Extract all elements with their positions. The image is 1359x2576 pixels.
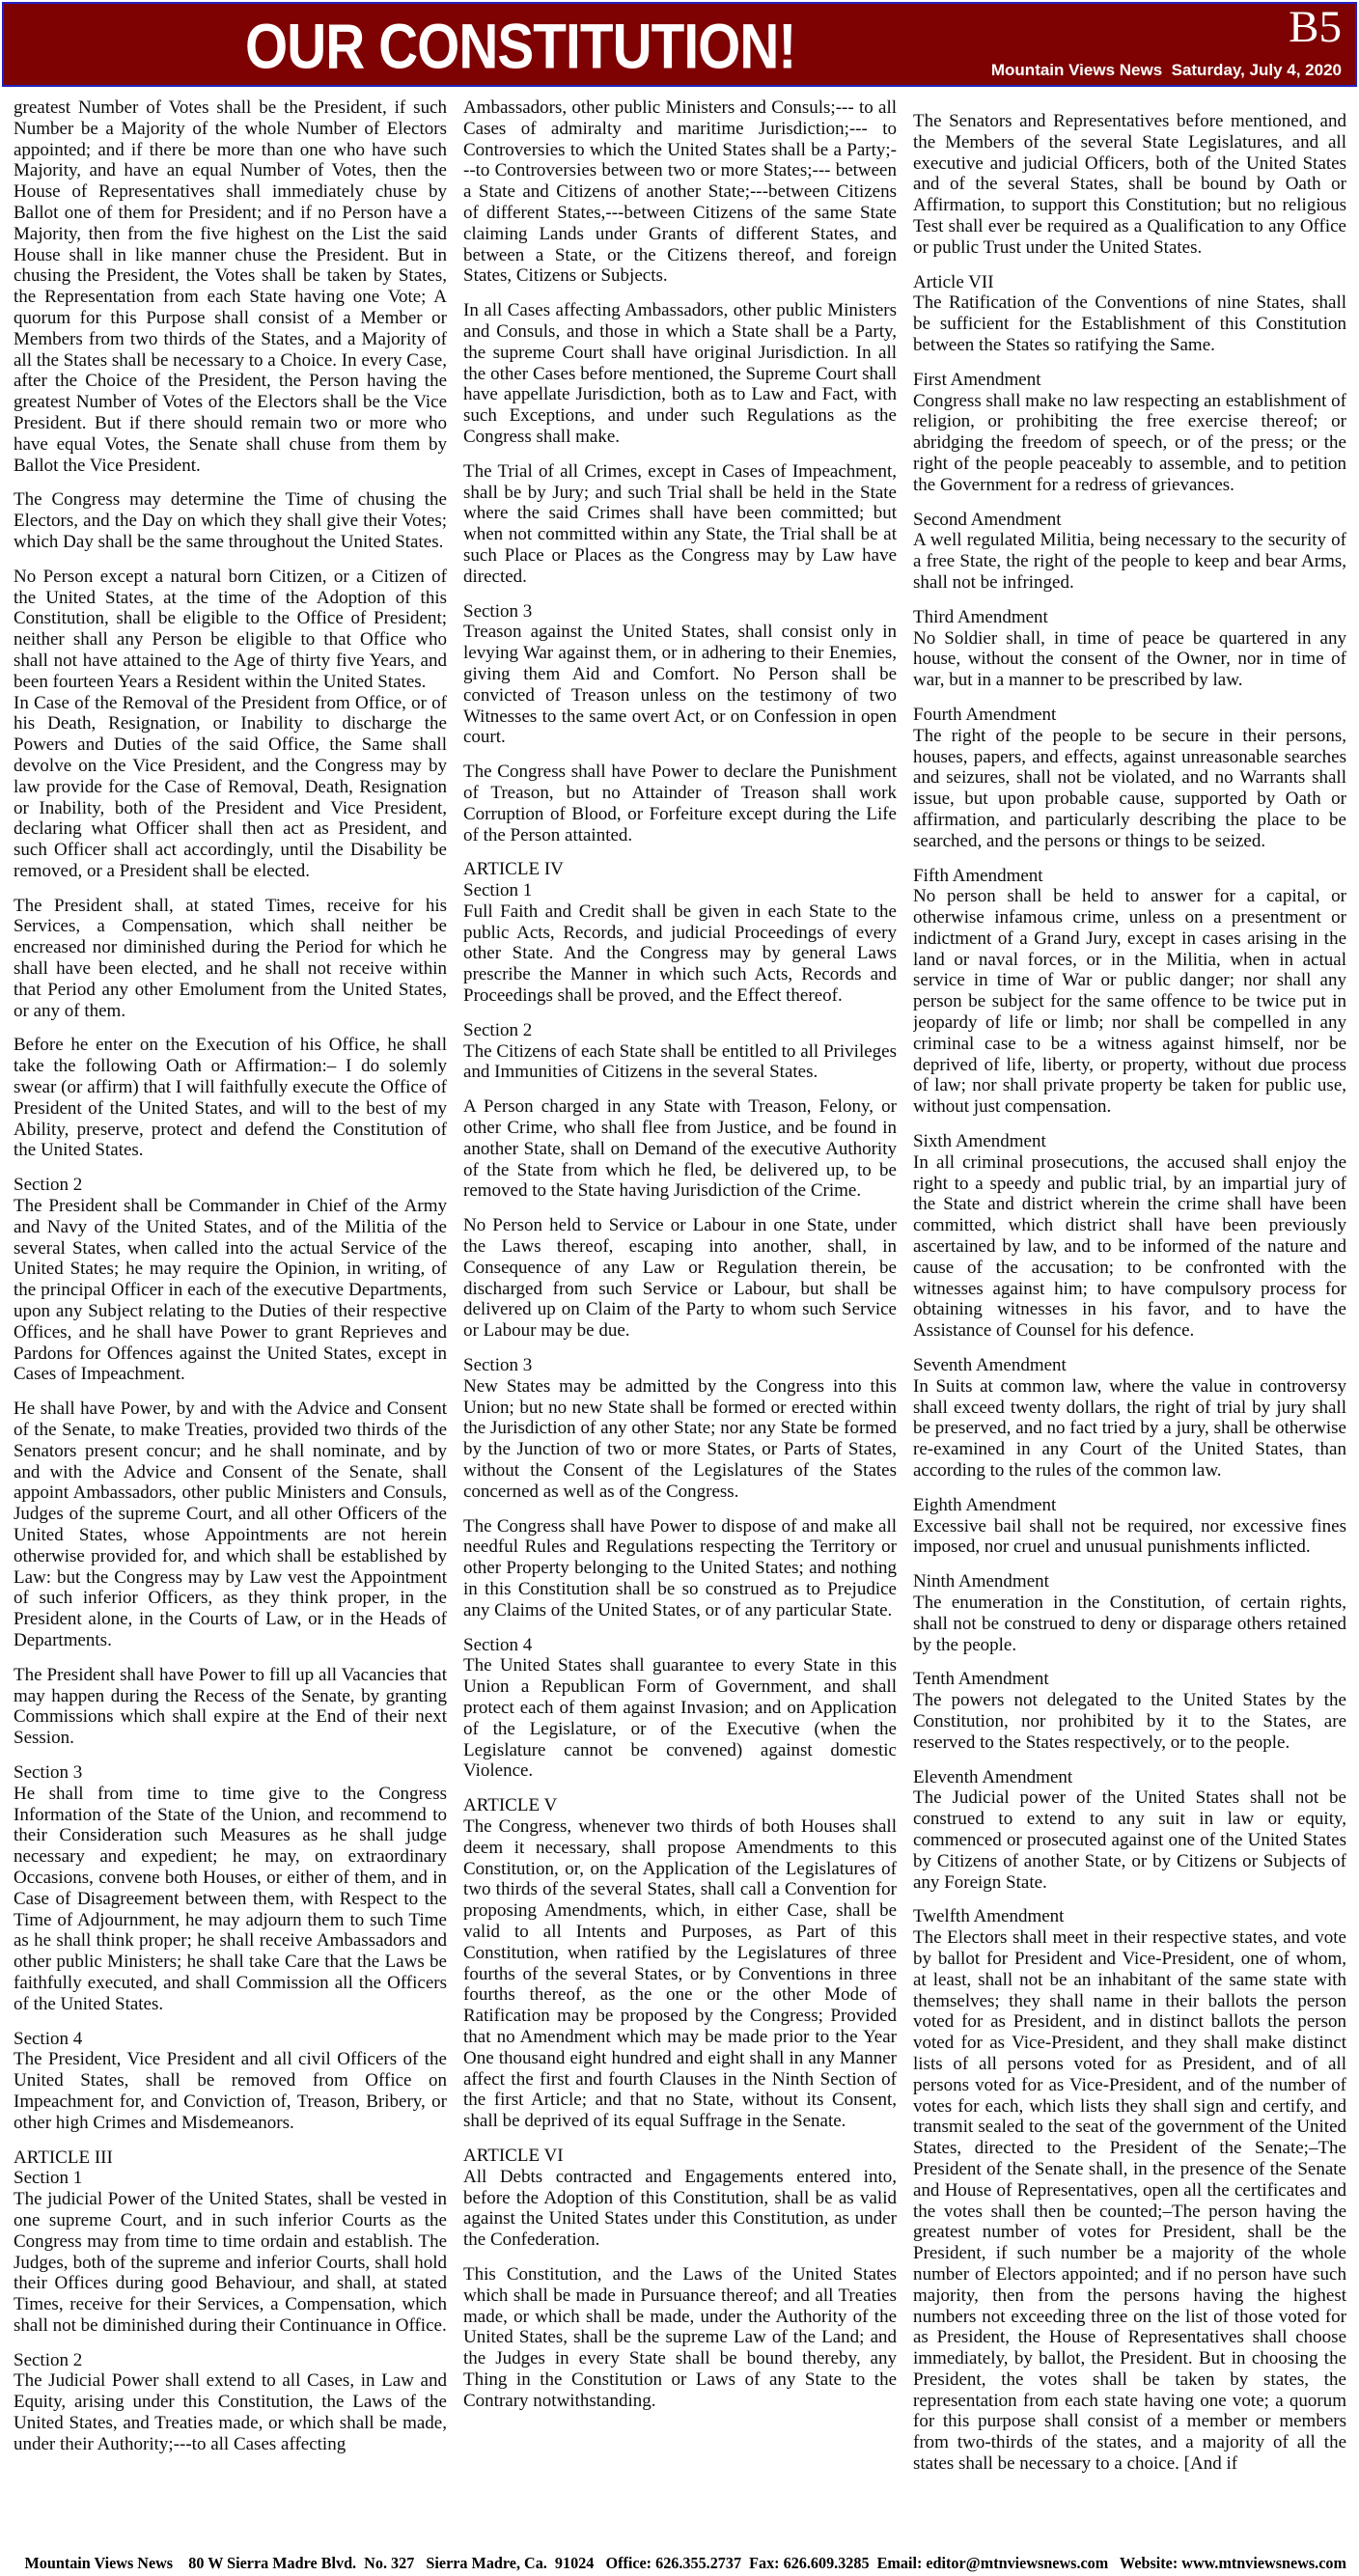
section-heading: ARTICLE V — [463, 1795, 558, 1816]
section-heading: Eighth Amendment — [913, 1494, 1057, 1515]
body-paragraph: He shall from time to time give to the Congress Information of the State of the Union, and recommend to their Consideration such Measures as he shall judge necessary and expedient; he may, on extraordinary Occasions, convene both Houses, or either of them, and in Case of Disagreement between them, with Respect to the Time of Adjournment, he may adjourn them to such Time as he shall think proper; he shall receive Ambassadors and other public Ministers; he shall take Care that the Laws be faithfully executed, and shall Commission all the Officers of the United States. — [14, 1783, 447, 2014]
section-heading: Fourth Amendment — [913, 704, 1057, 725]
body-paragraph: The enumeration in the Constitution, of certain rights, shall not be construed to deny or disparage others retained by the people. — [913, 1593, 1346, 1655]
section-heading: Section 2 — [14, 2349, 83, 2370]
body-paragraph: All Debts contracted and Engagements entered into, before the Adoption of this Constitution, shall be as valid against the United States under this Constitution, as under the Confederation. — [463, 2166, 897, 2251]
body-paragraph: No Soldier shall, in time of peace be quartered in any house, without the consent of the Owner, nor in time of war, but in a manner to be prescribed by law. — [913, 627, 1346, 691]
section-heading: Section 2 — [463, 1019, 533, 1040]
body-paragraph: In Suits at common law, where the value in controversy shall exceed twenty dollars, the right of trial by jury shall be preserved, and no fact tried by a jury, shall be otherwise re-examined in any Court of the United States, than according to the rules of the common law. — [913, 1375, 1346, 1482]
body-paragraph: New States may be admitted by the Congress into this Union; but no new State shall be formed or erected within the Jurisdiction of any other State; nor any State be formed by the Junction of two or more States, or Parts of States, without the Consent of the Legislatures of the States concerned as well as of the Congress. — [463, 1375, 897, 1502]
section-heading: Section 1 — [14, 2168, 83, 2189]
section-heading: Article VII — [913, 271, 994, 292]
page-title: OUR CONSTITUTION! — [245, 11, 796, 82]
section-heading: Section 3 — [463, 1355, 533, 1376]
body-paragraph: The Electors shall meet in their respective states, and vote by ballot for President and Vice-President, one of whom, at least, shall not be an inhabitant of the same state with themselves; they shall name in their ballots the person voted for as President, and in distinct ballots the person voted for as Vice-President, and they shall make distinct lists of all persons voted for as President, and of all persons voted for as Vice-President, and of the number of votes for each, which lists they shall sign and certify, and transmit sealed to the seat of the government of the United States, directed to the President of the Senate;–The President of the Senate shall, in the presence of the Senate and House of Representatives, open all the certificates and the votes shall then be counted;–The person having the greatest number of votes for President, shall be the President, if such number be a majority of the whole number of Electors appointed; and if no person have such majority, then from the persons having the highest numbers not exceeding three on the list of those voted for as President, the House of Representatives shall choose immediately, by ballot, the President. But in choosing the President, the votes shall be taken by states, the representation from each state having one vote; a quorum for this purpose shall consist of a member or members from two-thirds of the states, and a majority of all the states shall be necessary to a choice. [And if — [913, 1927, 1346, 2475]
section-heading: Ninth Amendment — [913, 1571, 1049, 1593]
section-heading: ARTICLE III — [14, 2147, 113, 2168]
section-heading: Second Amendment — [913, 509, 1062, 530]
body-paragraph: The Ratification of the Conventions of nine States, shall be sufficient for the Establishment of this Constitution between the States so ratifying the Same. — [913, 292, 1346, 355]
body-paragraph: The President shall be Commander in Chief of the Army and Navy of the United States, and of the Militia of the several States, when called into the actual Service of the United States; he may require the Opinion, in writing, of the principal Officer in each of the executive Departments, upon any Subject relating to the Duties of their respective Offices, and he shall have Power to grant Reprieves and Pardons for Offences against the United States, except in Cases of Impeachment. — [14, 1196, 447, 1385]
masthead-bar — [2, 2, 1357, 87]
body-paragraph: The Citizens of each State shall be entitled to all Privileges and Immunities of Citizens in the several States. — [463, 1040, 897, 1083]
page-number: B5 — [1289, 2, 1342, 52]
body-paragraph: Full Faith and Credit shall be given in each State to the public Acts, Records, and judicial Proceedings of every other State. And the Congress may by general Laws prescribe the Manner in which such Acts, Records and Proceedings shall be proved, and the Effect thereof. — [463, 900, 897, 1007]
body-paragraph: The Trial of all Crimes, except in Cases of Impeachment, shall be by Jury; and such Trial shall be held in the State where the said Crimes shall have been committed; but when not committed within any State, the Trial shall be at such Place or Places as the Congress may by Law have directed. — [463, 460, 897, 587]
section-heading: Seventh Amendment — [913, 1355, 1067, 1376]
footer-line: Mountain Views News 80 W Sierra Madre Blvd. No. 327 Sierra Madre, Ca. 91024 Office: 626.355.2737 Fax: 626.609.3285 Email: editor@mtnviewsnews.com Website: www.mtnviewsnews.com — [24, 2554, 1346, 2572]
text-column-1 — [14, 97, 447, 2551]
section-heading: ARTICLE IV — [463, 859, 564, 880]
body-paragraph: The judicial Power of the United States, shall be vested in one supreme Court, and in such inferior Courts as the Congress may from time to time ordain and establish. The Judges, both of the supreme and inferior Courts, shall hold their Offices during good Behaviour, and shall, at stated Times, receive for their Services, a Compensation, which shall not be diminished during their Continuance in Office. — [14, 2189, 447, 2336]
article-body — [14, 97, 1347, 2551]
section-heading: Section 4 — [14, 2028, 83, 2049]
body-paragraph: The President shall, at stated Times, receive for his Services, a Compensation, which shall neither be encreased nor diminished during the Period for which he shall have been elected, and he shall not receive within that Period any other Emolument from the United States, or any of them. — [14, 895, 447, 1021]
body-paragraph: In all criminal prosecutions, the accused shall enjoy the right to a speedy and public trial, by an impartial jury of the State and district wherein the crime shall have been committed, which district shall have been previously ascertained by law, and to be informed of the nature and cause of the accusation; to be confronted with the witnesses against him; to have compulsory process for obtaining witnesses in his favor, and to have the Assistance of Counsel for his defence. — [913, 1151, 1346, 1342]
body-paragraph: Excessive bail shall not be required, nor excessive fines imposed, nor cruel and unusual punishments inflicted. — [913, 1515, 1346, 1558]
section-heading: Section 1 — [463, 880, 533, 901]
body-paragraph: No person shall be held to answer for a capital, or otherwise infamous crime, unless on a presentment or indictment of a Grand Jury, except in cases arising in the land or naval forces, or in the Militia, when in actual service in time of War or public danger; nor shall any person be subject for the same offence to be twice put in jeopardy of life or limb; nor shall be compelled in any criminal case to be a witness against himself, nor be deprived of life, liberty, or property, without due process of law; nor shall private property be taken for public use, without just compensation. — [913, 886, 1346, 1118]
section-heading: ARTICLE VI — [463, 2145, 564, 2166]
section-heading: Section 3 — [463, 600, 533, 622]
section-heading: First Amendment — [913, 369, 1041, 390]
section-heading: Section 2 — [14, 1175, 83, 1196]
text-column-3 — [913, 97, 1346, 2551]
body-paragraph: No Person except a natural born Citizen, or a Citizen of the United States, at the time of the Adoption of this Constitution, shall be eligible to the Office of President; neither shall any Person be eligible to that Office who shall not have attained to the Age of thirty five Years, and been fourteen Years a Resident within the United States. — [14, 566, 447, 692]
body-paragraph: No Person held to Service or Labour in one State, under the Laws thereof, escaping into another, shall, in Consequence of any Law or Regulation therein, be discharged from such Service or Labour, but shall be delivered up on Claim of the Party to whom such Service or Labour may be due. — [463, 1215, 897, 1342]
body-paragraph: Ambassadors, other public Ministers and Consuls;--- to all Cases of admiralty and maritime Jurisdiction;--- to Controversies to which the United States shall be a Party;---to Controversies between two or more States;--- between a State and Citizens of another State;---between Citizens of different States,---between Citizens of the same State claiming Lands under Grants of different States, and between a State, or the Citizens thereof, and foreign States, Citizens or Subjects. — [463, 97, 897, 287]
body-paragraph: The Congress shall have Power to dispose of and make all needful Rules and Regulations respecting the Territory or other Property belonging to the United States; and nothing in this Constitution shall be so construed as to Prejudice any Claims of the United States, or of any particular State. — [463, 1515, 897, 1620]
body-paragraph: Congress shall make no law respecting an establishment of religion, or prohibiting the free exercise thereof; or abridging the freedom of speech, or of the press; or the right of the people peaceably to assemble, and to petition the Government for a redress of grievances. — [913, 390, 1346, 495]
section-heading: Third Amendment — [913, 606, 1048, 627]
section-heading: Twelfth Amendment — [913, 1906, 1065, 1927]
body-paragraph: The Judicial Power shall extend to all Cases, in Law and Equity, arising under this Constitution, the Laws of the United States, and Treaties made, or which shall be made, under their Authority;---to all Cases affecting — [14, 2370, 447, 2454]
body-paragraph: This Constitution, and the Laws of the United States which shall be made in Pursuance thereof; and all Treaties made, or which shall be made, under the Authority of the United States, shall be the supreme Law of the Land; and the Judges in every State shall be bound thereby, any Thing in the Constitution or Laws of any State to the Contrary notwithstanding. — [463, 2263, 897, 2411]
section-heading: Section 3 — [14, 1761, 83, 1783]
body-paragraph: The right of the people to be secure in their persons, houses, papers, and effects, against unreasonable searches and seizures, shall not be violated, and no Warrants shall issue, but upon probable cause, supported by Oath or affirmation, and particularly describing the place to be searched, and the persons or things to be seized. — [913, 725, 1346, 851]
text-column-2 — [463, 97, 897, 2551]
body-paragraph: The Congress may determine the Time of chusing the Electors, and the Day on which they shall give their Votes; which Day shall be the same throughout the United States. — [14, 489, 447, 552]
body-paragraph: He shall have Power, by and with the Advice and Consent of the Senate, to make Treaties, provided two thirds of the Senators present concur; and he shall nominate, and by and with the Advice and Consent of the Senate, shall appoint Ambassadors, other public Ministers and Consuls, Judges of the supreme Court, and all other Officers of the United States, whose Appointments are not herein otherwise provided for, and which shall be established by Law: but the Congress may by Law vest the Appointment of such inferior Officers, as they think proper, in the President alone, in the Courts of Law, or in the Heads of Departments. — [14, 1399, 447, 1650]
section-heading: Section 4 — [463, 1634, 533, 1655]
section-heading: Sixth Amendment — [913, 1131, 1046, 1152]
section-heading: Eleventh Amendment — [913, 1766, 1073, 1787]
section-heading: Tenth Amendment — [913, 1669, 1049, 1690]
body-paragraph: The Congress, whenever two thirds of both Houses shall deem it necessary, shall propose Amendments to this Constitution, or, on the Application of the Legislatures of two thirds of the several States, shall call a Convention for proposing Amendments, which, in either Case, shall be valid to all Intents and Purposes, as Part of this Constitution, when ratified by the Legislatures of three fourths of the several States, or by Conventions in three fourths thereof, as the one or the other Mode of Ratification may be proposed by the Congress; Provided that no Amendment which may be made prior to the Year One thousand eight hundred and eight shall in any Manner affect the first and fourth Clauses in the Ninth Section of the first Article; and that no State, without its Consent, shall be deprived of its equal Suffrage in the Senate. — [463, 1815, 897, 2132]
body-paragraph: In Case of the Removal of the President from Office, or of his Death, Resignation, or Inability to discharge the Powers and Duties of the said Office, the Same shall devolve on the Vice President, and the Congress may by law provide for the Case of Removal, Death, Resignation or Inability, both of the President and Vice President, declaring what Officer shall then act as President, and such Officer shall act accordingly, until the Disability be removed, or a President shall be elected. — [14, 692, 447, 881]
body-paragraph: In all Cases affecting Ambassadors, other public Ministers and Consuls, and those in which a State shall be a Party, the supreme Court shall have original Jurisdiction. In all the other Cases before mentioned, the Supreme Court shall have appellate Jurisdiction, both as to Law and Fact, with such Exceptions, and under such Regulations as the Congress shall make. — [463, 300, 897, 447]
body-paragraph: A well regulated Militia, being necessary to the security of a free State, the right of the people to keep and bear Arms, shall not be infringed. — [913, 530, 1346, 593]
body-paragraph: The United States shall guarantee to every State in this Union a Republican Form of Government, and shall protect each of them against Invasion; and on Application of the Legislature, or of the Executive (when the Legislature cannot be convened) against domestic Violence. — [463, 1655, 897, 1782]
body-paragraph: The Congress shall have Power to declare the Punishment of Treason, but no Attainder of Treason shall work Corruption of Blood, or Forfeiture except during the Life of the Person attainted. — [463, 762, 897, 845]
masthead-date-line: Mountain Views News Saturday, July 4, 2020 — [990, 61, 1342, 79]
body-paragraph: greatest Number of Votes shall be the President, if such Number be a Majority of the whole Number of Electors appointed; and if there be more than one who have such Majority, and have an equal Number of Votes, then the House of Representatives shall immediately chuse by Ballot one of them for President; and if no Person have a Majority, then from the five highest on the List the said House shall in like manner chuse the President. But in chusing the President, the Votes shall be taken by States, the Representation from each State having one Vote; A quorum for this Purpose shall consist of a Member or Members from two thirds of the States, and a Majority of all the States shall be necessary to a Choice. In every Case, after the Choice of the President, the Person having the greatest Number of Votes of the Electors shall be the Vice President. But if there should remain two or more who have equal Votes, the Senate shall chuse from them by Ballot the Vice President. — [14, 97, 447, 476]
body-paragraph: The powers not delegated to the United States by the Constitution, nor prohibited by it to the States, are reserved to the States respectively, or to the people. — [913, 1690, 1346, 1753]
body-paragraph: A Person charged in any State with Treason, Felony, or other Crime, who shall flee from Justice, and be found in another State, shall on Demand of the executive Authority of the State from which he fled, be delivered up, to be removed to the State having Jurisdiction of the Crime. — [463, 1096, 897, 1202]
body-paragraph: The President shall have Power to fill up all Vacancies that may happen during the Recess of the Senate, by granting Commissions which shall expire at the End of their next Session. — [14, 1664, 447, 1749]
body-paragraph: Before he enter on the Execution of his Office, he shall take the following Oath or Affirmation:– I do solemly swear (or affirm) that I will faithfully execute the Office of President of the United States, and will to the best of my Ability, preserve, protect and defend the Constitution of the United States. — [14, 1035, 447, 1161]
body-paragraph: The President, Vice President and all civil Officers of the United States, shall be removed from Office on Impeachment for, and Conviction of, Treason, Bribery, or other high Crimes and Misdemeanors. — [14, 2049, 447, 2133]
body-paragraph: The Judicial power of the United States shall not be construed to extend to any suit in law or equity, commenced or prosecuted against one of the United States by Citizens of another State, or by Citizens or Subjects of any Foreign State. — [913, 1787, 1346, 1893]
section-heading: Fifth Amendment — [913, 865, 1043, 886]
body-paragraph: The Senators and Representatives before mentioned, and the Members of the several State Legislatures, and all executive and judicial Officers, both of the United States and of the several States, shall be bound by Oath or Affirmation, to support this Constitution; but no religious Test shall ever be required as a Qualification to any Office or public Trust under the United States. — [913, 111, 1346, 258]
body-paragraph: Treason against the United States, shall consist only in levying War against them, or in adhering to their Enemies, giving them Aid and Comfort. No Person shall be convicted of Treason unless on the testimony of two Witnesses to the same overt Act, or on Confession in open court. — [463, 622, 897, 748]
